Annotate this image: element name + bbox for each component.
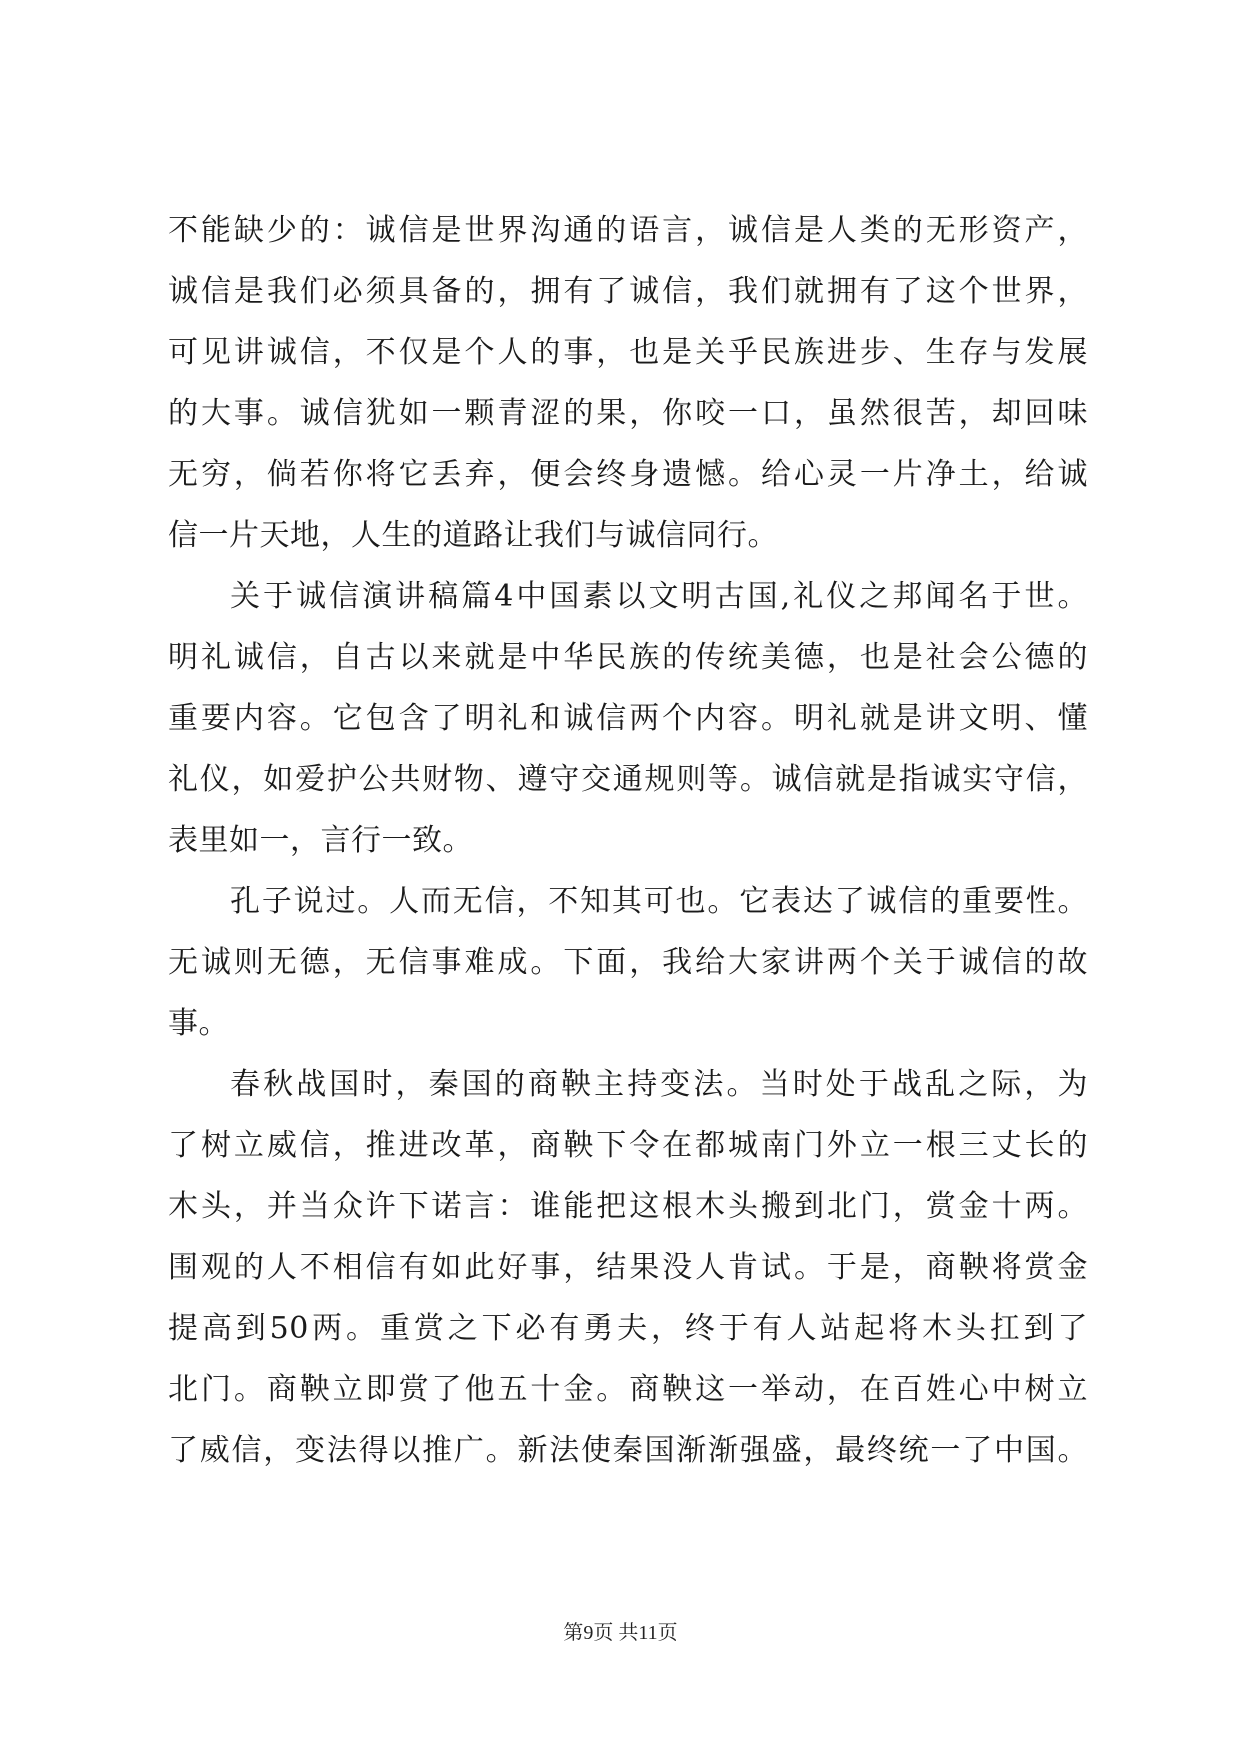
text-line: 围观的人不相信有如此好事，结果没人肯试。于是，商鞅将赏金 [168, 1250, 1088, 1285]
text-line: 春秋战国时，秦国的商鞅主持变法。当时处于战乱之际，为 [230, 1067, 1088, 1102]
text-line: 孔子说过。人而无信，不知其可也。它表达了诚信的重要性。 [230, 884, 1088, 919]
text-line: 无诚则无德，无信事难成。下面，我给大家讲两个关于诚信的故 [168, 945, 1088, 980]
paragraph-2 [168, 566, 1088, 871]
text-line: 木头，并当众许下诺言：谁能把这根木头搬到北门，赏金十两。 [168, 1189, 1088, 1224]
text-line: 可见讲诚信，不仅是个人的事，也是关乎民族进步、生存与发展 [168, 335, 1088, 370]
paragraph-1 [168, 200, 1088, 566]
text-line: 的大事。诚信犹如一颗青涩的果，你咬一口，虽然很苦，却回味 [168, 396, 1088, 431]
text-line: 重要内容。它包含了明礼和诚信两个内容。明礼就是讲文明、懂 [168, 701, 1088, 736]
text-line: 关于诚信演讲稿篇4中国素以文明古国,礼仪之邦闻名于世。 [230, 579, 1088, 614]
text-line: 了树立威信，推进改革，商鞅下令在都城南门外立一根三丈长的 [168, 1128, 1088, 1163]
paragraph-3 [168, 871, 1088, 1054]
text-line: 诚信是我们必须具备的，拥有了诚信，我们就拥有了这个世界， [168, 274, 1088, 309]
paragraph-4 [168, 1054, 1088, 1481]
text-line: 提高到50两。重赏之下必有勇夫，终于有人站起将木头扛到了 [168, 1311, 1088, 1346]
document-body [168, 200, 1088, 1481]
text-line: 礼仪，如爱护公共财物、遵守交通规则等。诚信就是指诚实守信， [168, 762, 1088, 797]
text-line: 信一片天地，人生的道路让我们与诚信同行。 [168, 518, 778, 553]
text-line: 无穷，倘若你将它丢弃，便会终身遗憾。给心灵一片净土，给诚 [168, 457, 1088, 492]
text-line: 表里如一，言行一致。 [168, 823, 473, 858]
text-line: 北门。商鞅立即赏了他五十金。商鞅这一举动，在百姓心中树立 [168, 1372, 1088, 1407]
text-line: 事。 [168, 1006, 229, 1041]
page-number-footer: 第9页 共11页 [563, 1622, 678, 1644]
text-line: 不能缺少的：诚信是世界沟通的语言，诚信是人类的无形资产， [168, 213, 1088, 248]
text-line: 明礼诚信，自古以来就是中华民族的传统美德，也是社会公德的 [168, 640, 1088, 675]
text-line: 了威信，变法得以推广。新法使秦国渐渐强盛，最终统一了中国。 [168, 1433, 1088, 1468]
